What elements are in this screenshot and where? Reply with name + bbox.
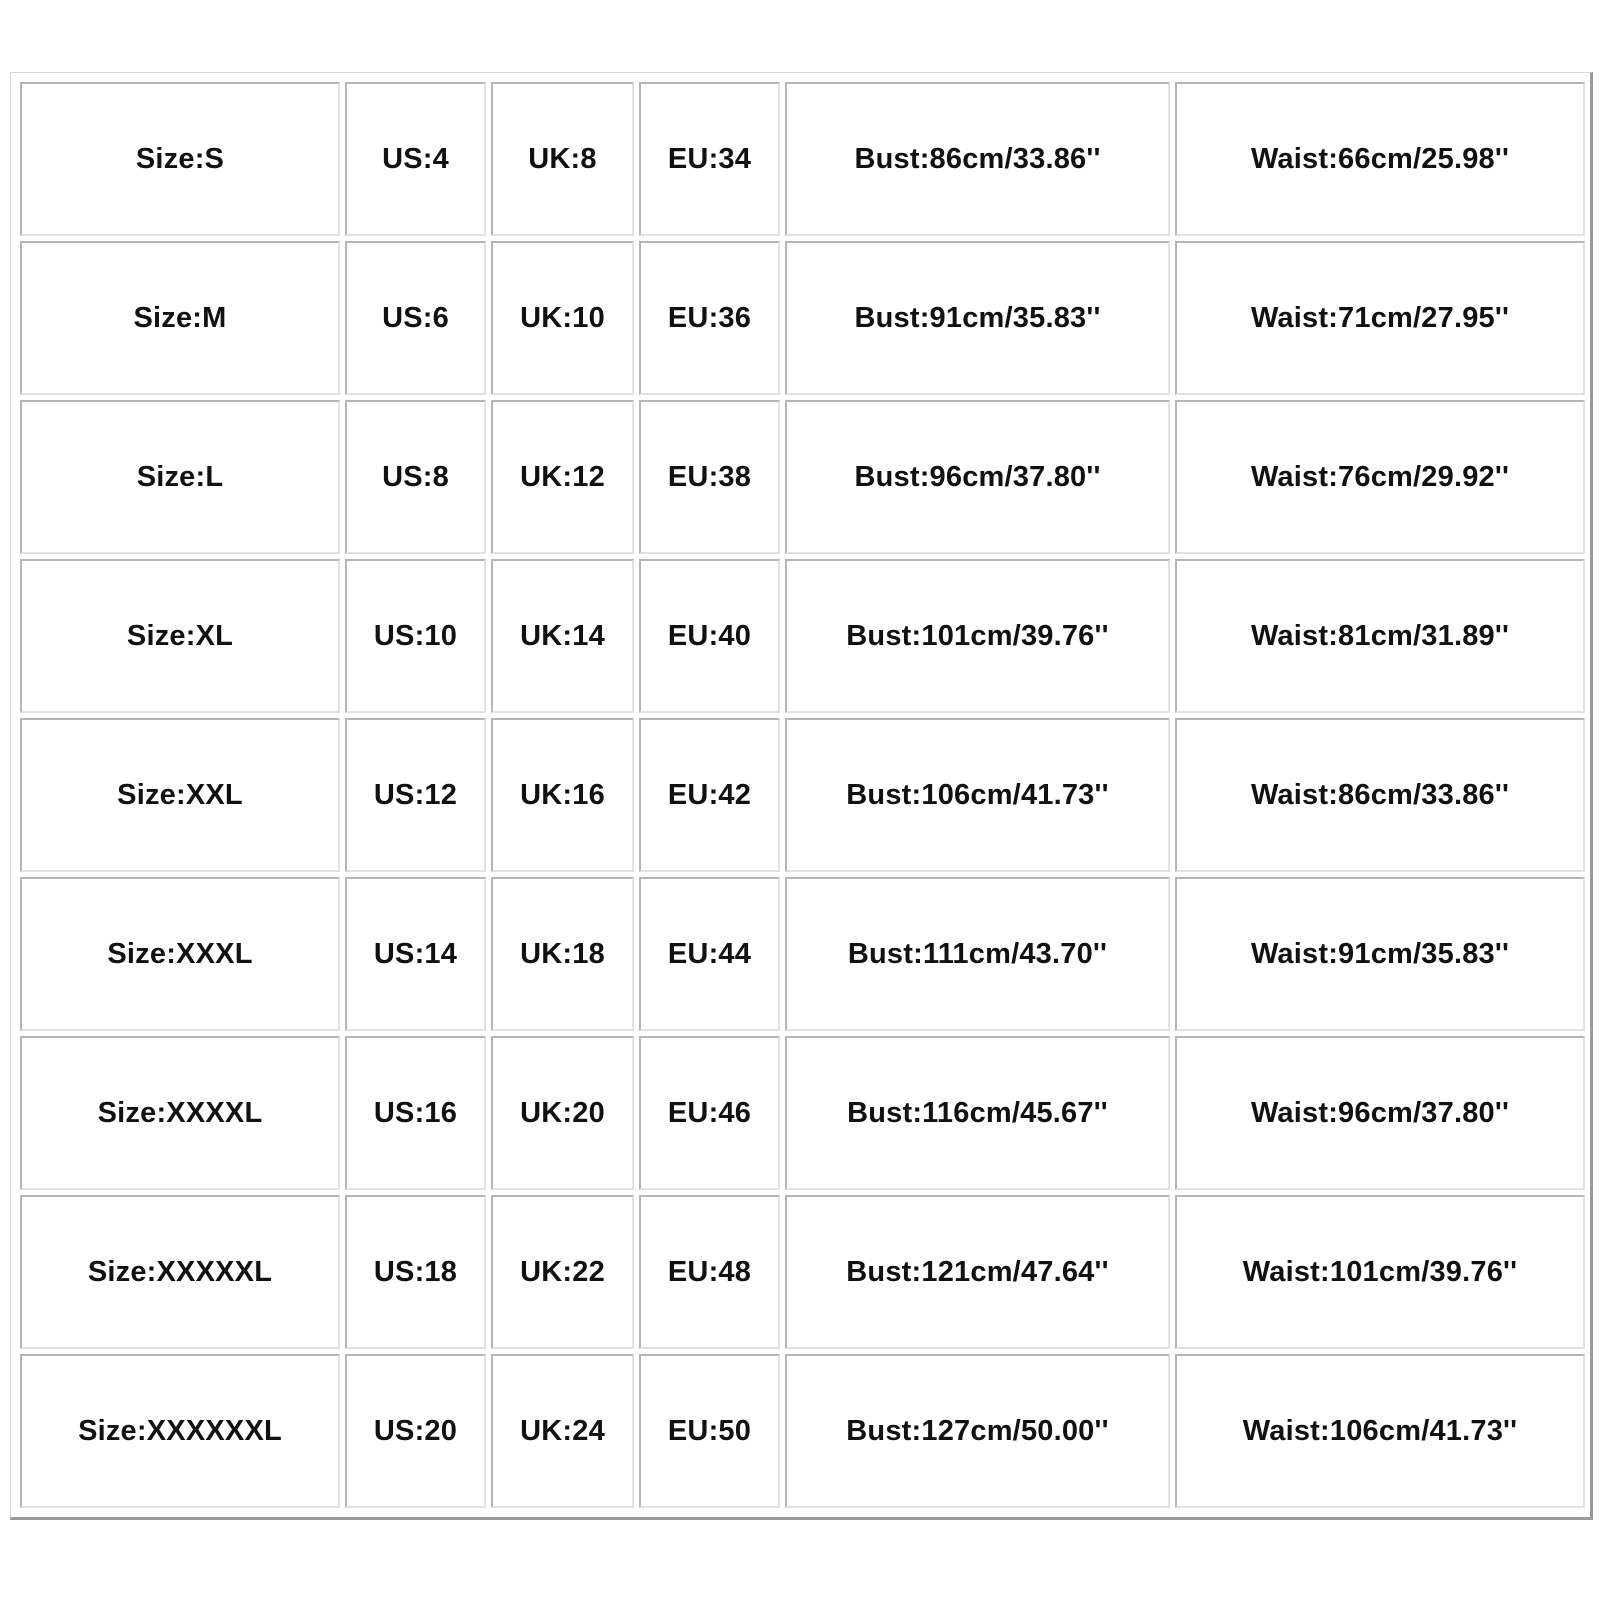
size-cell: Size:L <box>20 400 340 554</box>
uk-size-cell: UK:8 <box>491 82 634 236</box>
bust-cell: Bust:86cm/33.86'' <box>785 82 1170 236</box>
eu-size-cell: EU:36 <box>639 241 780 395</box>
uk-size-cell: UK:20 <box>491 1036 634 1190</box>
uk-size-cell: UK:22 <box>491 1195 634 1349</box>
waist-cell: Waist:106cm/41.73'' <box>1175 1354 1585 1508</box>
bust-cell: Bust:91cm/35.83'' <box>785 241 1170 395</box>
size-cell: Size:XXXL <box>20 877 340 1031</box>
size-chart <box>10 72 1593 1520</box>
bust-cell: Bust:96cm/37.80'' <box>785 400 1170 554</box>
eu-size-cell: EU:46 <box>639 1036 780 1190</box>
bust-cell: Bust:121cm/47.64'' <box>785 1195 1170 1349</box>
us-size-cell: US:14 <box>345 877 486 1031</box>
waist-cell: Waist:86cm/33.86'' <box>1175 718 1585 872</box>
uk-size-cell: UK:16 <box>491 718 634 872</box>
size-cell: Size:XL <box>20 559 340 713</box>
waist-cell: Waist:96cm/37.80'' <box>1175 1036 1585 1190</box>
eu-size-cell: EU:42 <box>639 718 780 872</box>
us-size-cell: US:12 <box>345 718 486 872</box>
size-cell: Size:XXXXXXL <box>20 1354 340 1508</box>
size-row-xxxl <box>20 877 1585 1031</box>
eu-size-cell: EU:44 <box>639 877 780 1031</box>
eu-size-cell: EU:34 <box>639 82 780 236</box>
waist-cell: Waist:91cm/35.83'' <box>1175 877 1585 1031</box>
size-cell: Size:M <box>20 241 340 395</box>
eu-size-cell: EU:40 <box>639 559 780 713</box>
eu-size-cell: EU:50 <box>639 1354 780 1508</box>
bust-cell: Bust:106cm/41.73'' <box>785 718 1170 872</box>
waist-cell: Waist:76cm/29.92'' <box>1175 400 1585 554</box>
uk-size-cell: UK:18 <box>491 877 634 1031</box>
waist-cell: Waist:66cm/25.98'' <box>1175 82 1585 236</box>
size-row-m <box>20 241 1585 395</box>
size-cell: Size:XXL <box>20 718 340 872</box>
waist-cell: Waist:71cm/27.95'' <box>1175 241 1585 395</box>
uk-size-cell: UK:14 <box>491 559 634 713</box>
uk-size-cell: UK:24 <box>491 1354 634 1508</box>
size-row-xxxxxxl <box>20 1354 1585 1508</box>
us-size-cell: US:8 <box>345 400 486 554</box>
size-cell: Size:XXXXL <box>20 1036 340 1190</box>
eu-size-cell: EU:38 <box>639 400 780 554</box>
us-size-cell: US:10 <box>345 559 486 713</box>
size-chart-table <box>15 77 1590 1513</box>
bust-cell: Bust:116cm/45.67'' <box>785 1036 1170 1190</box>
us-size-cell: US:6 <box>345 241 486 395</box>
uk-size-cell: UK:12 <box>491 400 634 554</box>
size-cell: Size:XXXXXL <box>20 1195 340 1349</box>
us-size-cell: US:4 <box>345 82 486 236</box>
size-row-xl <box>20 559 1585 713</box>
bust-cell: Bust:111cm/43.70'' <box>785 877 1170 1031</box>
size-row-xxl <box>20 718 1585 872</box>
size-row-l <box>20 400 1585 554</box>
eu-size-cell: EU:48 <box>639 1195 780 1349</box>
us-size-cell: US:18 <box>345 1195 486 1349</box>
size-row-xxxxxl <box>20 1195 1585 1349</box>
size-row-xxxxl <box>20 1036 1585 1190</box>
size-cell: Size:S <box>20 82 340 236</box>
waist-cell: Waist:81cm/31.89'' <box>1175 559 1585 713</box>
bust-cell: Bust:127cm/50.00'' <box>785 1354 1170 1508</box>
waist-cell: Waist:101cm/39.76'' <box>1175 1195 1585 1349</box>
us-size-cell: US:20 <box>345 1354 486 1508</box>
bust-cell: Bust:101cm/39.76'' <box>785 559 1170 713</box>
us-size-cell: US:16 <box>345 1036 486 1190</box>
size-row-s <box>20 82 1585 236</box>
uk-size-cell: UK:10 <box>491 241 634 395</box>
